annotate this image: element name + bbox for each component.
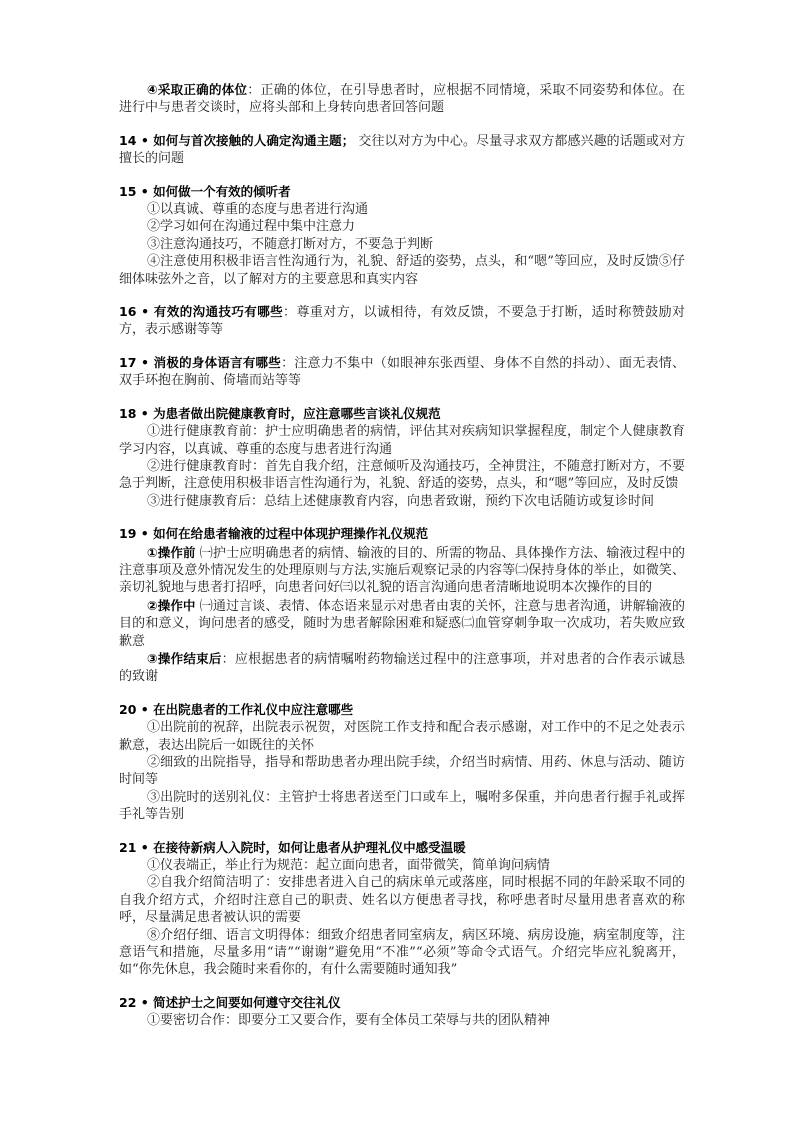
paragraph-lead: ④采取正确的体位 [147, 82, 248, 97]
list-item-lead: ②操作中 [147, 597, 196, 613]
section-title [119, 839, 685, 857]
section-13-continued [119, 81, 685, 117]
list-item-lead: ①操作前 [147, 544, 196, 560]
section-title-text: 21 • 在接待新病人入院时，如何让患者从护理礼仪中感受温暖 [119, 839, 466, 855]
paragraph [119, 81, 685, 117]
section-title: 16 • 有效的沟通技巧有哪些 [119, 304, 284, 320]
section-title [119, 405, 685, 423]
list-item [119, 650, 685, 686]
list-item-text: ：应根据患者的病情嘱咐药物输送过程中的注意事项，并对患者的合作表示诚恳的致谢 [119, 651, 685, 685]
section-21 [119, 839, 685, 979]
list-item: ②自我介绍简洁明了：安排患者进入自己的病床单元或落座，同时根据不同的年龄采取不同的自我介绍方式，介绍时注意自己的职责、姓名以方便患者寻找，称呼患者时尽量用患者喜欢的称呼，尽量满足患者被认识的需要 [119, 875, 685, 926]
section-16 [119, 303, 685, 339]
section-title-text: 19 • 如何在给患者输液的过程中体现护理操作礼仪规范 [119, 526, 429, 542]
list-item: ③注意沟通技巧，不随意打断对方，不要急于判断 [147, 236, 434, 252]
paragraph [119, 354, 685, 390]
paragraph [119, 132, 685, 168]
section-title-text: 22 • 简述护士之间要如何遵守交往礼仪 [119, 994, 341, 1010]
list-item: ③出院时的送别礼仪：主管护士将患者送至门口或车上，嘱咐多保重，并向患者行握手礼或挥手礼等告别 [119, 789, 685, 823]
list-item-text: ㈠通过言谈、表情、体态语来显示对患者由衷的关怀，注意与患者沟通，讲解输液的目的和意义，询问患者的感受，随时为患者解除困难和疑惑㈡血管穿刺争取一次成功，若失败应致歉意 [119, 598, 685, 649]
section-answer: 交往以对方为中心。尽量寻求双方都感兴趣的话题或对方擅长的问题 [119, 133, 685, 167]
paragraph-text: ：正确的体位，在引导患者时，应根据不同情境，采取不同姿势和体位。在进行中与患者交谈时，应将头部和上身转向患者回答问题 [119, 83, 685, 116]
list-item: ③进行健康教育后：总结上述健康教育内容，向患者致谢，预约下次电话随访或复诊时间 [147, 493, 655, 509]
section-title: 14 • 如何与首次接触的人确定沟通主题； [119, 132, 355, 148]
section-17 [119, 354, 685, 390]
section-18 [119, 405, 685, 510]
list-item: ④注意使用积极非语言性沟通行为，礼貌、舒适的姿势，点头，和“嗯”等回应，及时反馈⑤仔细体味弦外之音，以了解对方的主要意思和真实内容 [119, 254, 685, 287]
section-answer: ：注意力不集中（如眼神东张西望、身体不自然的抖动）、面无表情、双手环抱在胸前、倚墙而站等等 [119, 355, 685, 389]
section-20 [119, 701, 685, 824]
section-title [119, 701, 685, 719]
section-14 [119, 132, 685, 168]
list-item: ①出院前的祝辞，出院表示祝贺，对医院工作支持和配合表示感谢，对工作中的不足之处表示歉意，表达出院后一如既往的关怀 [119, 720, 685, 753]
list-item: ①以真诚、尊重的态度与患者进行沟通 [147, 202, 369, 218]
section-15 [119, 183, 685, 288]
section-title-text: 18 • 为患者做出院健康教育时，应注意哪些言谈礼仪规范 [119, 405, 441, 421]
section-title [119, 525, 685, 543]
list-item [119, 597, 685, 650]
section-title-text: 20 • 在出院患者的工作礼仪中应注意哪些 [119, 701, 354, 717]
section-answer: ：尊重对方，以诚相待，有效反馈，不要急于打断，适时称赞鼓励对方，表示感谢等等 [119, 305, 685, 338]
section-title [119, 994, 685, 1012]
section-title: 17 • 消极的身体语言有哪些 [119, 354, 282, 370]
list-item [119, 544, 685, 597]
section-title-text: 15 • 如何做一个有效的倾听者 [119, 183, 291, 199]
list-item: ①仪表端正，举止行为规范：起立面向患者，面带微笑，简单询问病情 [147, 858, 551, 874]
list-item: ②细致的出院指导，指导和帮助患者办理出院手续，介绍当时病情、用药、休息与活动、随访时间等 [119, 755, 685, 788]
document-page [119, 81, 685, 1045]
list-item: ②进行健康教育时：首先自我介绍，注意倾听及沟通技巧，全神贯注，不随意打断对方，不要急于判断，注意使用积极非语言性沟通行为，礼貌、舒适的姿势，点头，和“嗯”等回应，及时反馈 [119, 458, 685, 492]
list-item: ⑧介绍仔细、语言文明得体：细致介绍患者同室病友，病区环境、病房设施，病室制度等，注意语气和措施，尽量多用“请”“谢谢”避免用“不准”“必须”等命令式语气。介绍完毕应礼貌离开，如“你先休息，我会随时来看你的，有什么需要随时通知我” [119, 927, 685, 978]
list-item-text: ㈠护士应明确患者的病情、输液的目的、所需的物品、具体操作方法、输液过程中的注意事项及意外情况发生的处理原则与方法,实施后观察记录的内容等㈡保持身体的举止，如微笑、亲切礼貌地与患者打招呼，向患者问好㈢以礼貌的语言沟通向患者清晰地说明本次操作的目的 [119, 545, 685, 596]
list-item-lead: ③操作结束后 [147, 650, 222, 666]
section-title [119, 183, 685, 201]
list-item: ②学习如何在沟通过程中集中注意力 [147, 219, 356, 235]
section-19 [119, 525, 685, 686]
section-22 [119, 994, 685, 1030]
list-item: ①要密切合作：即要分工又要合作，要有全体员工荣辱与共的团队精神 [147, 1013, 551, 1029]
paragraph [119, 303, 685, 339]
list-item: ①进行健康教育前：护士应明确患者的病情，评估其对疾病知识掌握程度，制定个人健康教育学习内容，以真诚、尊重的态度与患者进行沟通 [119, 424, 685, 457]
